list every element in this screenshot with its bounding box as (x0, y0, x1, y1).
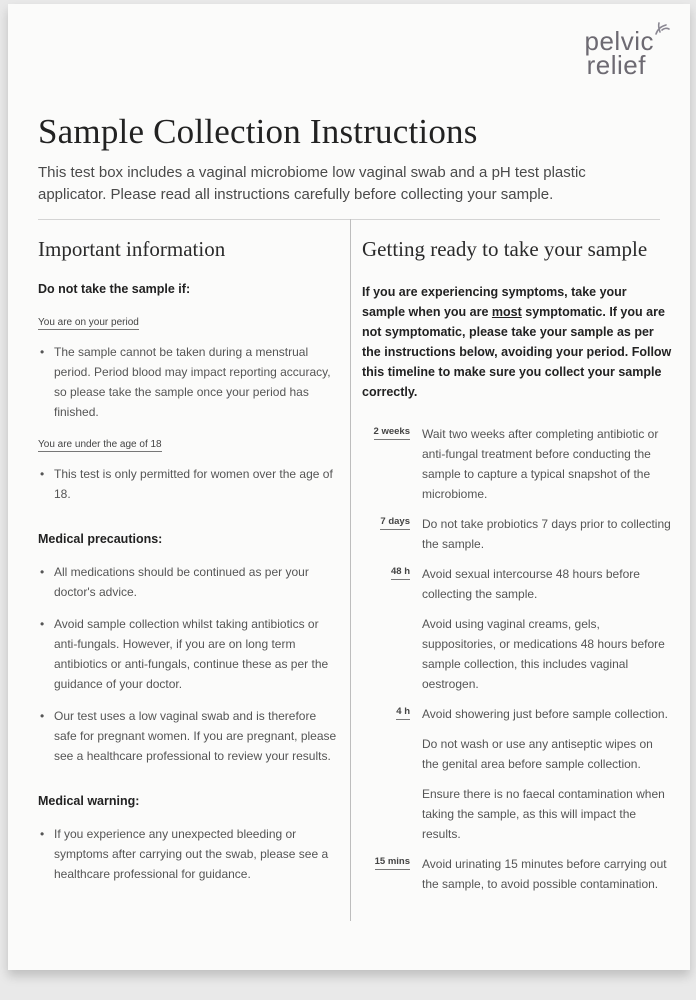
timeline-label (362, 516, 410, 527)
list-item (38, 706, 338, 766)
timeline-row (362, 424, 672, 504)
important-info-heading: Important information (38, 237, 226, 261)
list-item (38, 464, 338, 504)
bullet-icon: • (40, 467, 45, 481)
list-item (38, 614, 338, 694)
brand-logo (554, 24, 664, 80)
timeline-label (362, 566, 410, 577)
lead-part-b: symptomatic. If you are not symptomatic, please take your sample as per the instructions below, avoiding your period. Follow this timeline to make sure you collect your sample correctly. (362, 305, 672, 399)
timeline-row (362, 514, 672, 554)
warning-text: If you experience any unexpected bleeding or symptoms after carrying out the swab, please see a healthcare professional for guidance. (54, 827, 329, 881)
column-divider (350, 219, 351, 921)
timeline-text: Do not take probiotics 7 days prior to collecting the sample. (422, 517, 671, 551)
warning-heading: Medical warning: (38, 794, 140, 808)
lead-part-a: If you are experiencing symptoms, take your sample when you are (362, 285, 627, 319)
getting-ready-column (362, 232, 672, 904)
timeline-text: Avoid showering just before sample collection. (422, 707, 668, 721)
header-divider (38, 219, 660, 220)
timeline-text: Avoid using vaginal creams, gels, suppositories, or medications 48 hours before sample collection, this includes vaginal oestrogen. (422, 617, 665, 691)
bullet-icon: • (40, 565, 45, 579)
age-label: You are under the age of 18 (38, 439, 162, 450)
brand-line-2: relief (586, 50, 646, 80)
timeline-label-text: 48 h (391, 566, 410, 580)
period-label: You are on your period (38, 317, 139, 328)
timeline-label-text: 2 weeks (374, 426, 410, 440)
do-not-heading: Do not take the sample if: (38, 282, 191, 296)
timeline-row (362, 854, 672, 894)
timeline (362, 424, 672, 894)
timeline-text: Avoid urinating 15 minutes before carrying out the sample, to avoid possible contamination. (422, 857, 667, 891)
precaution-text: Avoid sample collection whilst taking antibiotics or anti-fungals. However, if you are on long term antibiotics or anti-fungals, continue these as per the guidance of your doctor. (54, 617, 329, 691)
document-page (8, 4, 690, 970)
list-item (38, 562, 338, 602)
getting-ready-lead (362, 282, 672, 402)
timeline-row (362, 704, 672, 844)
precautions-heading: Medical precautions: (38, 532, 163, 546)
brand-line-1: pelvic (584, 26, 654, 56)
leaf-icon (652, 20, 672, 44)
age-text: This test is only permitted for women over the age of 18. (54, 467, 333, 501)
timeline-label (362, 856, 410, 867)
timeline-row (362, 564, 672, 694)
precaution-text: Our test uses a low vaginal swab and is therefore safe for pregnant women. If you are pregnant, please see a healthcare professional to review your results. (54, 709, 337, 763)
bullet-icon: • (40, 345, 45, 359)
lead-most: most (491, 305, 522, 319)
timeline-label-text: 15 mins (375, 856, 410, 870)
getting-ready-heading: Getting ready to take your sample (362, 237, 648, 261)
timeline-text: Do not wash or use any antiseptic wipes on the genital area before sample collection. (422, 737, 653, 771)
timeline-text: Wait two weeks after completing antibiotic or anti-fungal treatment before conducting the sample to capture a typical snapshot of the microbiome. (422, 427, 659, 501)
intro-paragraph: This test box includes a vaginal microbiome low vaginal swab and a pH test plastic applicator. Please read all instructions carefully before collecting your sample. (38, 164, 586, 203)
list-item (38, 342, 338, 422)
bullet-icon: • (40, 709, 45, 723)
bullet-icon: • (40, 827, 45, 841)
bullet-icon: • (40, 617, 45, 631)
timeline-text: Ensure there is no faecal contamination when taking the sample, as this will impact the results. (422, 787, 665, 841)
timeline-label-text: 4 h (396, 706, 410, 720)
timeline-label (362, 426, 410, 437)
timeline-label (362, 706, 410, 717)
list-item (38, 824, 338, 884)
page-title: Sample Collection Instructions (38, 112, 478, 151)
important-info-column (38, 232, 338, 896)
period-text: The sample cannot be taken during a menstrual period. Period blood may impact reporting accuracy, so please take the sample once your period has finished. (54, 345, 331, 419)
timeline-text: Avoid sexual intercourse 48 hours before collecting the sample. (422, 567, 640, 601)
timeline-label-text: 7 days (380, 516, 410, 530)
precaution-text: All medications should be continued as per your doctor's advice. (54, 565, 309, 599)
